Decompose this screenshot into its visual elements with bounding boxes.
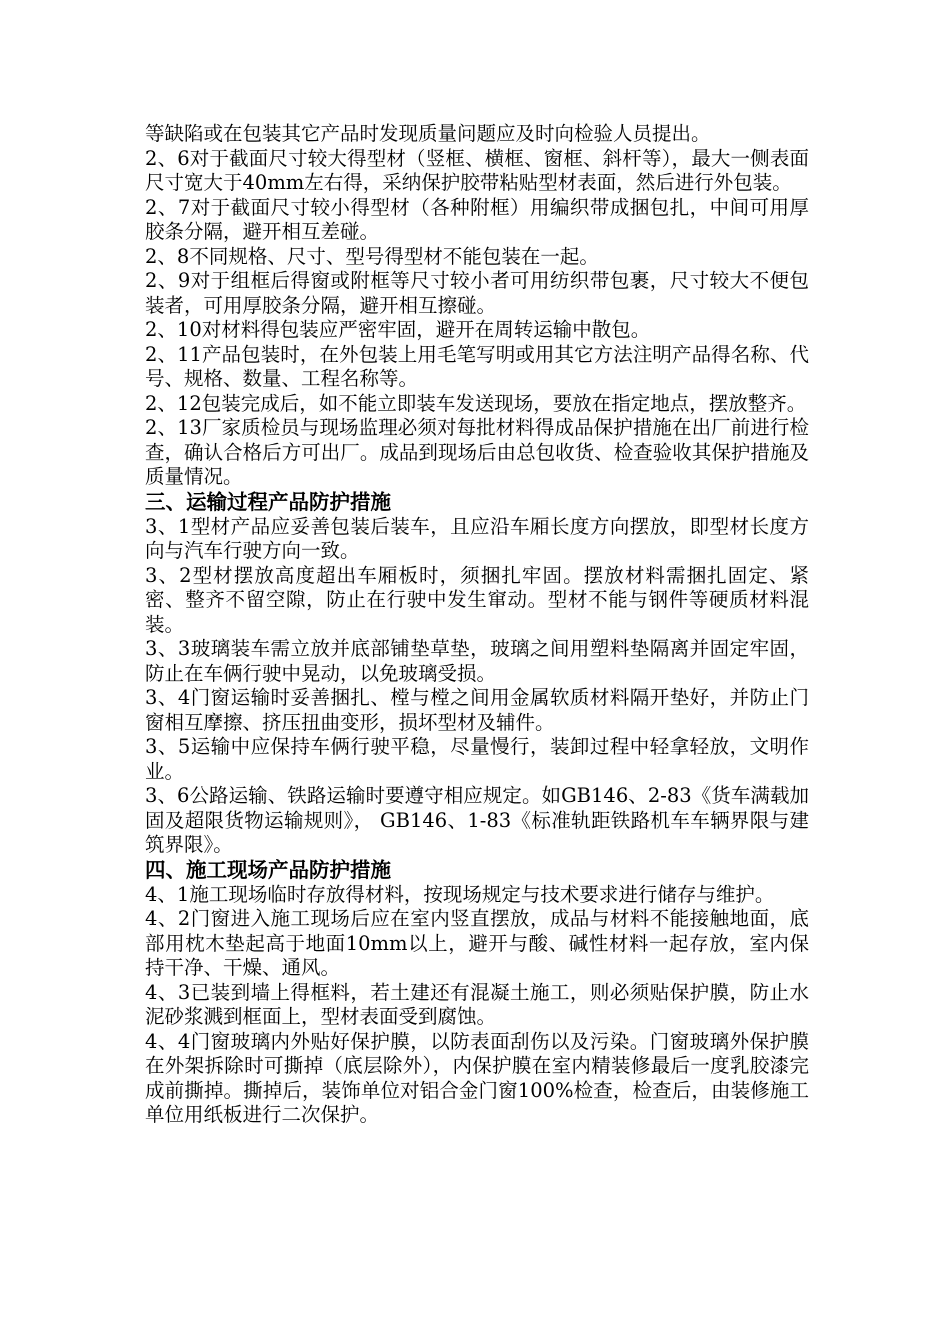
- paragraph-3-6: 3、6公路运输、铁路运输时要遵守相应规定。如GB146、2-83《货车满载加固及超限货物运输规则》， GB146、1-83《标准轨距铁路机车车辆界限与建筑界限》。: [145, 784, 809, 856]
- paragraph-3-5: 3、5运输中应保持车俩行驶平稳，尽量慢行，装卸过程中轻拿轻放，文明作业。: [145, 735, 809, 783]
- section-heading-transport: 三、运输过程产品防护措施: [145, 489, 391, 514]
- paragraph-3-2: 3、2型材摆放高度超出车厢板时，须捆扎牢固。摆放材料需捆扎固定、紧密、整齐不留空隙，防止在行驶中发生窜动。型材不能与钢件等硬质材料混装。: [145, 563, 809, 636]
- paragraph-2-13: 2、13厂家质检员与现场监理必须对每批材料得成品保护措施在出厂前进行检查，确认合格后方可出厂。成品到现场后由总包收货、检查验收其保护措施及质量情况。: [145, 416, 809, 488]
- paragraph-2-10: 2、10对材料得包装应严密牢固，避开在周转运输中散包。: [145, 318, 651, 341]
- paragraph-3-1: 3、1型材产品应妥善包装后装车，且应沿车厢长度方向摆放，即型材长度方向与汽车行驶方向一致。: [145, 514, 809, 562]
- section-heading-site: 四、施工现场产品防护措施: [145, 857, 391, 882]
- paragraph-2-9: 2、9对于组框后得窗或附框等尺寸较小者可用纺织带包裹，尺寸较大不便包装者，可用厚胶条分隔，避开相互擦碰。: [145, 269, 809, 317]
- paragraph-2-6: 2、6对于截面尺寸较大得型材（竖框、横框、窗框、斜杆等），最大一侧表面尺寸宽大于40mm左右得，采纳保护胶带粘贴型材表面，然后进行外包装。: [145, 146, 809, 194]
- paragraph-2-8: 2、8不同规格、尺寸、型号得型材不能包装在一起。: [145, 244, 599, 268]
- paragraph-4-3: 4、3已装到墙上得框料，若土建还有混凝土施工，则必须贴保护膜，防止水泥砂浆溅到框面上，型材表面受到腐蚀。: [145, 980, 809, 1028]
- paragraph-4-1: 4、1施工现场临时存放得材料，按现场规定与技术要求进行储存与维护。: [145, 882, 775, 906]
- paragraph-2-7: 2、7对于截面尺寸较小得型材（各种附框）用编织带成捆包扎，中间可用厚胶条分隔，避开相互差碰。: [145, 195, 809, 243]
- paragraph-2-12: 2、12包装完成后，如不能立即装车发送现场，要放在指定地点，摆放整齐。: [145, 391, 807, 415]
- paragraph-4-2: 4、2门窗进入施工现场后应在室内竖直摆放，成品与材料不能接触地面，底部用枕木垫起高于地面10mm以上，避开与酸、碱性材料一起存放，室内保持干净、干燥、通风。: [145, 907, 809, 979]
- paragraph-2-11: 2、11产品包装时，在外包装上用毛笔写明或用其它方法注明产品得名称、代号、规格、数量、工程名称等。: [145, 342, 809, 390]
- paragraph-4-4: 4、4门窗玻璃内外贴好保护膜，以防表面刮伤以及污染。门窗玻璃外保护膜在外架拆除时可撕掉（底层除外），内保护膜在室内精装修最后一度乳胶漆完成前撕掉。撕掉后，装饰单位对铝合金门窗100%检查，检查后，由装修施工单位用纸板进行二次保护。: [145, 1029, 809, 1126]
- paragraph-3-3: 3、3玻璃装车需立放并底部铺垫草垫，玻璃之间用塑料垫隔离并固定牢固，防止在车俩行驶中晃动，以免玻璃受损。: [145, 637, 809, 685]
- document-page: [145, 122, 809, 1128]
- paragraph-3-4: 3、4门窗运输时妥善捆扎、樘与樘之间用金属软质材料隔开垫好，并防止门窗相互摩擦、挤压扭曲变形，损坏型材及辅件。: [145, 686, 809, 734]
- paragraph-2-5-continued: 等缺陷或在包装其它产品时发现质量问题应及时向检验人员提出。: [145, 122, 711, 145]
